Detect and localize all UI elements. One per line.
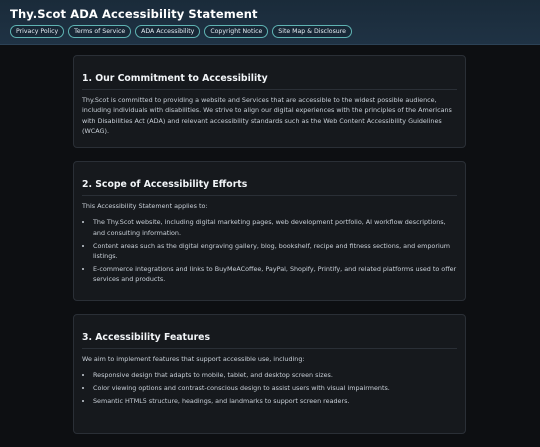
nav-site-map-disclosure[interactable]: Site Map & Disclosure xyxy=(272,25,352,38)
policy-nav xyxy=(10,25,352,38)
nav-terms-of-service[interactable]: Terms of Service xyxy=(68,25,131,38)
nav-ada-accessibility[interactable]: ADA Accessibility xyxy=(135,25,200,38)
section-paragraph: Thy.Scot is committed to providing a website and Services that are accessible to the widest possible audience, including individuals with disabilities. We strive to align our digital experiences with the principles of the Americans with Disabilities Act (ADA) and relevant accessibility standards such as the Web Content Accessibility Guidelines (WCAG). xyxy=(82,96,452,136)
list-item: • E-commerce integrations and links to BuyMeACoffee, PayPal, Shopify, Printify, and related platforms used to offer services and products. xyxy=(93,264,457,285)
section-features xyxy=(73,314,466,434)
section-heading: 1. Our Commitment to Accessibility xyxy=(82,73,457,90)
section-heading: 2. Scope of Accessibility Efforts xyxy=(82,179,457,196)
scope-list xyxy=(82,217,457,284)
section-heading: 3. Accessibility Features xyxy=(82,332,457,349)
section-commitment xyxy=(73,55,466,148)
nav-copyright-notice[interactable]: Copyright Notice xyxy=(204,25,268,38)
section-scope xyxy=(73,161,466,301)
site-header xyxy=(0,0,540,45)
list-item: • Content areas such as the digital engraving gallery, blog, bookshelf, recipe and fitness sections, and emporium listings. xyxy=(93,241,457,262)
features-list xyxy=(82,370,457,406)
main-content xyxy=(73,55,466,447)
nav-privacy-policy[interactable]: Privacy Policy xyxy=(10,25,64,38)
page-title: Thy.Scot ADA Accessibility Statement xyxy=(10,7,258,21)
list-item: • Color viewing options and contrast-conscious design to assist users with visual impairments. xyxy=(93,383,457,393)
section-paragraph: We aim to implement features that support accessible use, including: xyxy=(82,355,305,363)
list-item: • The Thy.Scot website, including digital marketing pages, web development portfolio, AI workflow descriptions, and consulting information. xyxy=(93,217,457,238)
list-item: • Responsive design that adapts to mobile, tablet, and desktop screen sizes. xyxy=(93,370,457,380)
list-item: • Semantic HTML5 structure, headings, and landmarks to support screen readers. xyxy=(93,396,457,406)
section-paragraph: This Accessibility Statement applies to: xyxy=(82,202,208,210)
